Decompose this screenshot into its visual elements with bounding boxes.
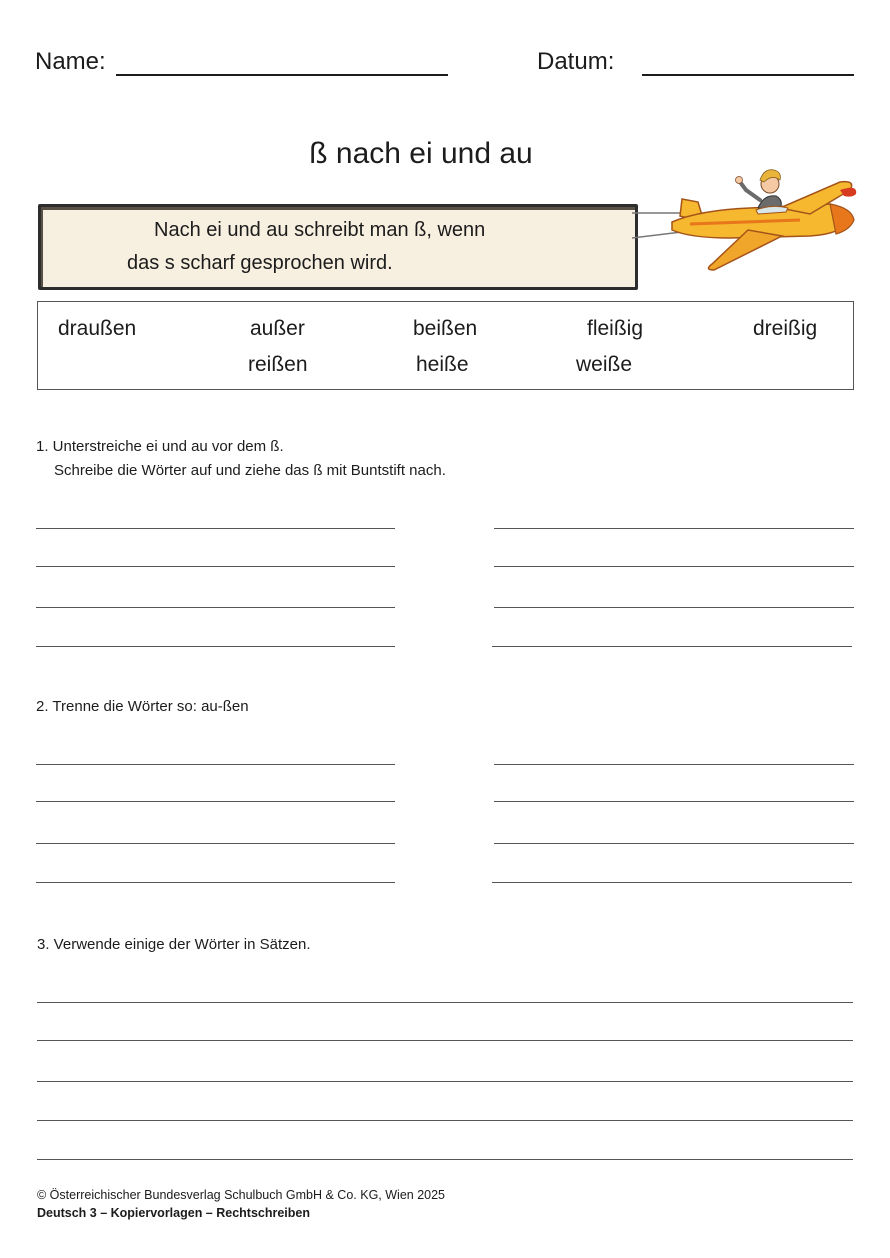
writing-line[interactable] [494, 801, 854, 802]
writing-line[interactable] [494, 528, 854, 529]
writing-line[interactable] [36, 801, 395, 802]
writing-line[interactable] [36, 764, 395, 765]
task-2-instruction: 2. Trenne die Wörter so: au-ßen [36, 698, 249, 715]
writing-line[interactable] [37, 1002, 853, 1003]
word-item: fleißig [587, 317, 644, 340]
word-item: draußen [58, 317, 137, 340]
date-label: Datum: [537, 48, 615, 75]
airplane-illustration [660, 164, 860, 274]
writing-line[interactable] [36, 607, 395, 608]
writing-line[interactable] [36, 882, 395, 883]
word-item: weiße [576, 353, 633, 376]
writing-line[interactable] [37, 1159, 853, 1160]
rule-line-1: Nach ei und au schreibt man ß, wenn [154, 219, 486, 241]
rule-line-2: das s scharf gesprochen wird. [127, 252, 393, 274]
page-title: ß nach ei und au [309, 137, 533, 170]
writing-line[interactable] [36, 566, 395, 567]
copyright-notice: © Österreichischer Bundesverlag Schulbuch GmbH & Co. KG, Wien 2025 [37, 1188, 446, 1202]
name-label: Name: [35, 48, 106, 75]
writing-line[interactable] [494, 566, 854, 567]
writing-line[interactable] [494, 607, 854, 608]
word-item: reißen [248, 353, 308, 376]
writing-line[interactable] [37, 1040, 853, 1041]
writing-line[interactable] [494, 764, 854, 765]
writing-line[interactable] [36, 843, 395, 844]
word-item: beißen [413, 317, 478, 340]
date-field[interactable] [642, 74, 854, 76]
series-title: Deutsch 3 – Kopiervorlagen – Rechtschreiben [37, 1206, 311, 1220]
task-3-instruction: 3. Verwende einige der Wörter in Sätzen. [37, 936, 311, 953]
writing-line[interactable] [36, 646, 395, 647]
writing-line[interactable] [492, 646, 852, 647]
writing-line[interactable] [494, 843, 854, 844]
word-item: heiße [416, 353, 469, 376]
writing-line[interactable] [37, 1120, 853, 1121]
writing-line[interactable] [492, 882, 852, 883]
name-field[interactable] [116, 74, 448, 76]
task-1-instruction: 1. Unterstreiche ei und au vor dem ß. [36, 438, 284, 455]
writing-line[interactable] [37, 1081, 853, 1082]
writing-line[interactable] [36, 528, 395, 529]
word-item: dreißig [753, 317, 818, 340]
task-1-instruction-2: Schreibe die Wörter auf und ziehe das ß mit Buntstift nach. [54, 462, 446, 479]
word-item: außer [250, 317, 305, 340]
